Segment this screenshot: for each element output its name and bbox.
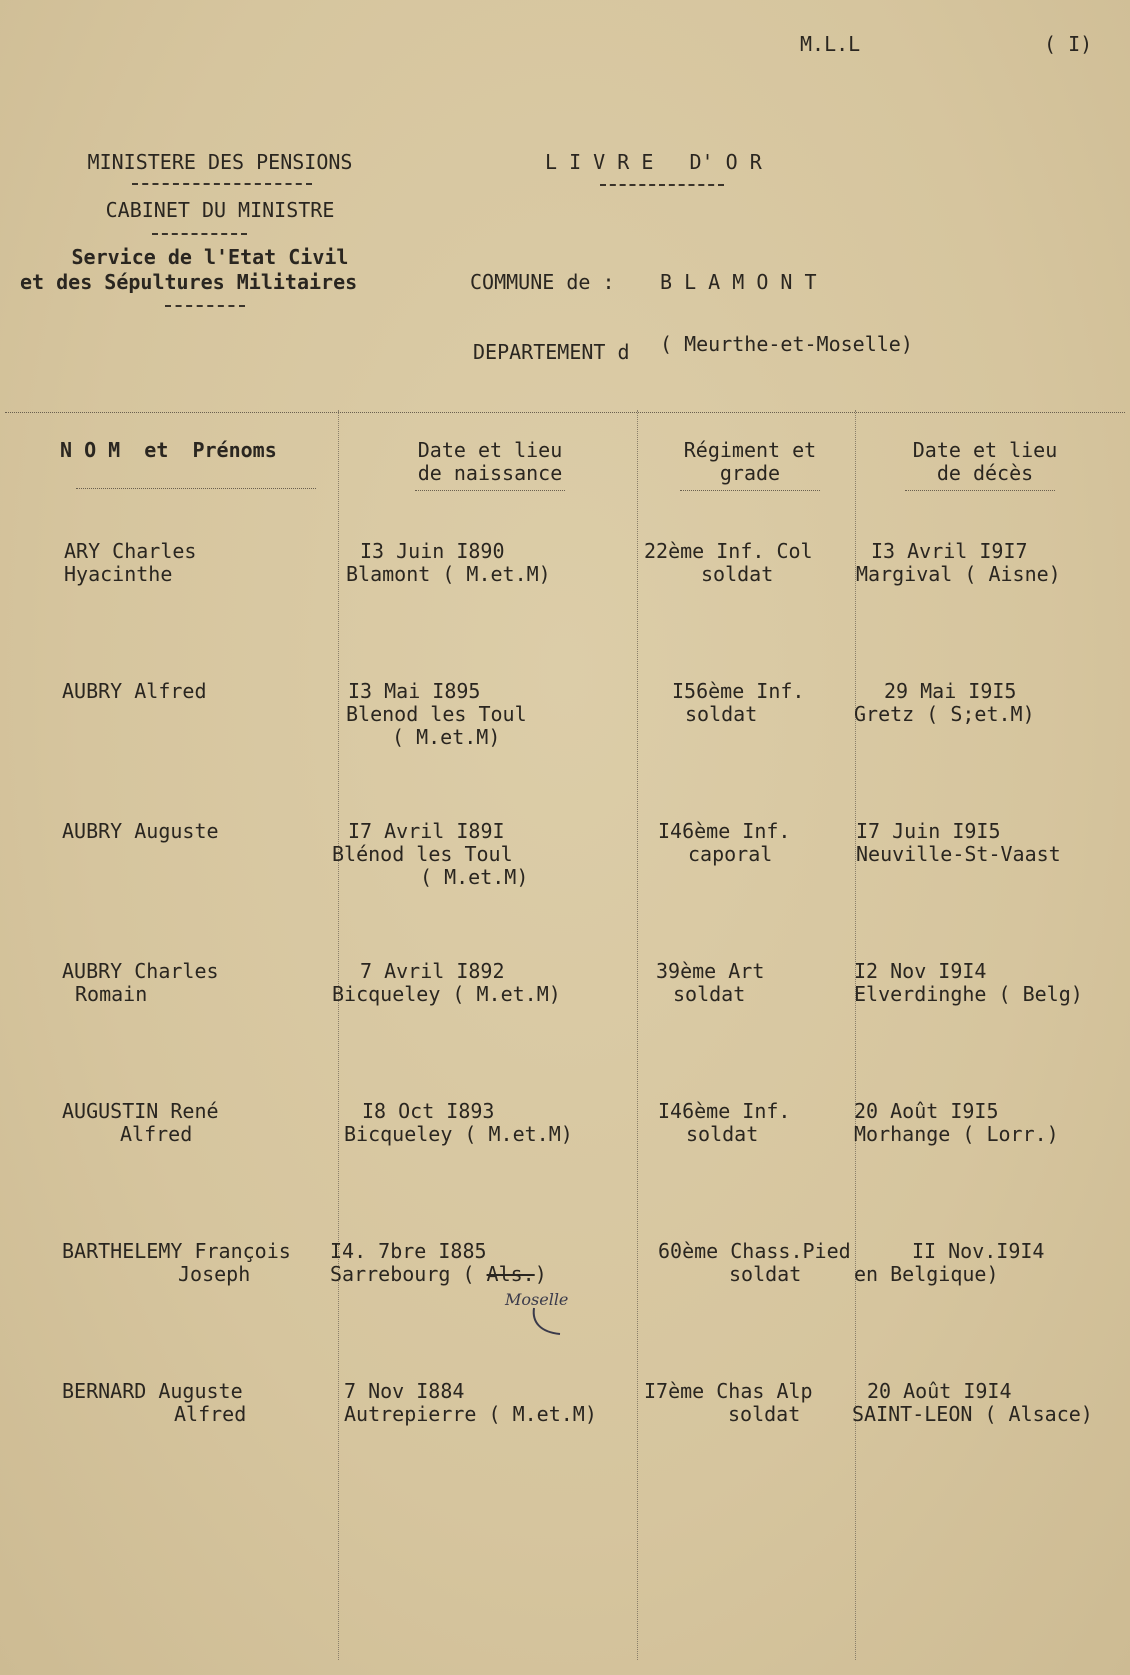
column-header-death-underline: [905, 490, 1055, 491]
entry-birth-place: Autrepierre ( M.et.M): [344, 1402, 597, 1426]
document-title: L I V R E D' O R: [545, 150, 762, 174]
entry-death-date: 20 Août I9I5: [854, 1099, 999, 1123]
entry-grade: soldat: [729, 1262, 802, 1286]
entry-death-place: Gretz ( S;et.M): [854, 702, 1035, 726]
entry-death-date: 20 Août I9I4: [867, 1379, 1012, 1403]
entry-forename: Hyacinthe: [64, 562, 173, 586]
entry-death-date: II Nov.I9I4: [912, 1239, 1045, 1263]
column-header-death-2: de décès: [936, 461, 1034, 485]
entry-death-date: I3 Avril I9I7: [871, 539, 1028, 563]
entry-death-date: 29 Mai I9I5: [884, 679, 1017, 703]
title-underline: [600, 184, 724, 186]
cabinet-name: CABINET DU MINISTRE: [105, 198, 335, 222]
entry-death-place: Morhange ( Lorr.): [854, 1122, 1059, 1146]
service-underline: [165, 305, 245, 307]
entry-name: ARY Charles: [64, 539, 197, 563]
entry-birth-place: Blenod les Toul: [346, 702, 527, 726]
departement-name: ( Meurthe-et-Moselle): [660, 332, 913, 356]
entry-name: AUBRY Charles: [62, 959, 219, 983]
commune-label: COMMUNE de :: [470, 270, 615, 294]
entry-forename: Alfred: [120, 1122, 193, 1146]
entry-name: BERNARD Auguste: [62, 1379, 243, 1403]
entry-regiment: 39ème Art: [656, 959, 765, 983]
column-header-name: N O M et Prénoms: [60, 438, 277, 462]
page-number: ( I): [1044, 32, 1093, 56]
handwritten-correction: Moselle: [505, 1290, 569, 1309]
table-row: [0, 680, 1130, 770]
column-header-birth-underline: [415, 490, 565, 491]
table-row: [0, 1380, 1130, 1470]
column-header-birth-2: de naissance: [417, 461, 563, 485]
entry-birth-place: Bicqueley ( M.et.M): [344, 1122, 573, 1146]
entry-birth-dept: ( M.et.M): [420, 865, 529, 889]
entry-birth-date: I7 Avril I89I: [348, 819, 505, 843]
entry-grade: caporal: [688, 842, 773, 866]
entry-birth-date: 7 Avril I892: [360, 959, 505, 983]
entry-grade: soldat: [701, 562, 774, 586]
entry-regiment: 60ème Chass.Pied: [658, 1239, 851, 1263]
entry-birth-dept: ( M.et.M): [392, 725, 501, 749]
entry-death-place: Elverdinghe ( Belg): [854, 982, 1083, 1006]
entry-birth-place: Blénod les Toul: [332, 842, 513, 866]
entry-death-date: I2 Nov I9I4: [854, 959, 987, 983]
entry-birth-struck: Als.: [486, 1262, 535, 1286]
entry-birth-place-end: ): [534, 1262, 547, 1286]
column-header-regiment-1: Régiment et: [683, 438, 817, 462]
cabinet-underline: [152, 233, 247, 235]
departement-label: DEPARTEMENT d: [473, 340, 630, 364]
entry-birth-place: Blamont ( M.et.M): [346, 562, 551, 586]
entry-name: AUGUSTIN René: [62, 1099, 219, 1123]
entry-regiment: 22ème Inf. Col: [644, 539, 813, 563]
ministry-underline: [132, 183, 312, 185]
service-line-1: Service de l'Etat Civil: [71, 245, 349, 269]
entry-birth-place: Sarrebourg (: [330, 1262, 475, 1286]
entry-forename: Joseph: [178, 1262, 251, 1286]
entry-regiment: I46ème Inf.: [658, 819, 791, 843]
entry-death-date: I7 Juin I9I5: [856, 819, 1001, 843]
entry-regiment: I56ème Inf.: [672, 679, 805, 703]
entry-death-place: SAINT-LEON ( Alsace): [852, 1402, 1093, 1426]
table-row: [0, 1100, 1130, 1190]
entry-death-place: Margival ( Aisne): [856, 562, 1061, 586]
table-row: [0, 820, 1130, 910]
handwritten-mark-icon: [528, 1302, 568, 1342]
column-header-regiment-underline: [680, 490, 820, 491]
table-row: [0, 540, 1130, 630]
table-top-rule: [5, 412, 1125, 413]
entry-birth-place-line: [330, 1263, 547, 1286]
entry-name: BARTHELEMY François: [62, 1239, 291, 1263]
entry-birth-place: Bicqueley ( M.et.M): [332, 982, 561, 1006]
table-row: [0, 960, 1130, 1050]
document-ref: M.L.L: [800, 32, 861, 56]
service-line-2: et des Sépultures Militaires: [20, 270, 358, 294]
entry-name: AUBRY Alfred: [62, 679, 207, 703]
entry-grade: soldat: [728, 1402, 801, 1426]
entry-death-place: en Belgique): [854, 1262, 999, 1286]
column-header-death-1: Date et lieu: [912, 438, 1058, 462]
entry-name: AUBRY Auguste: [62, 819, 219, 843]
entry-grade: soldat: [685, 702, 758, 726]
entry-birth-date: I3 Mai I895: [348, 679, 481, 703]
commune-name: B L A M O N T: [660, 270, 817, 294]
entry-forename: Romain: [75, 982, 148, 1006]
entry-birth-date: I3 Juin I890: [360, 539, 505, 563]
entry-grade: soldat: [673, 982, 746, 1006]
ministry-name: MINISTERE DES PENSIONS: [87, 150, 353, 174]
column-header-regiment-2: grade: [719, 461, 781, 485]
column-header-name-underline: [76, 488, 316, 489]
entry-regiment: I46ème Inf.: [658, 1099, 791, 1123]
column-header-birth-1: Date et lieu: [417, 438, 563, 462]
entry-birth-date: 7 Nov I884: [344, 1379, 465, 1403]
entry-forename: Alfred: [174, 1402, 247, 1426]
entry-birth-date: I8 Oct I893: [362, 1099, 495, 1123]
entry-death-place: Neuville-St-Vaast: [856, 842, 1061, 866]
entry-birth-date: I4. 7bre I885: [330, 1239, 487, 1263]
entry-regiment: I7ème Chas Alp: [644, 1379, 813, 1403]
entry-grade: soldat: [686, 1122, 759, 1146]
